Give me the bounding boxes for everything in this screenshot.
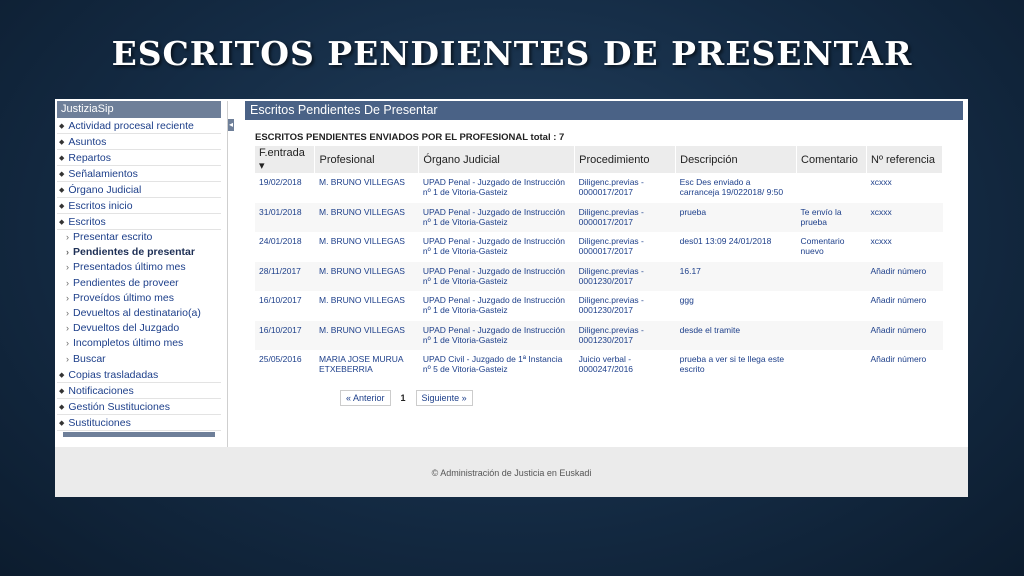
sidebar-menu-more xyxy=(57,367,221,431)
table-cell-procedimiento: Diligenc.previas - 0000017/2017 xyxy=(578,236,644,256)
sidebar-subitem-label: Buscar xyxy=(73,352,106,365)
current-page: 1 xyxy=(400,393,406,403)
table-cell-n-referencia[interactable]: Añadir número xyxy=(870,354,927,364)
table-cell-n-referencia[interactable]: Añadir número xyxy=(867,321,943,351)
table-cell-f-entrada: 16/10/2017 xyxy=(259,295,302,305)
table-body xyxy=(255,173,943,380)
sidebar-item-label: Señalamientos xyxy=(68,168,138,180)
table-cell-comentario xyxy=(797,321,867,351)
main-content xyxy=(245,101,963,380)
table-cell-descripcion: ggg xyxy=(679,295,694,305)
table-cell-organo-judicial: UPAD Penal - Juzgado de Instrucción nº 1 de Vitoria-Gasteiz xyxy=(419,262,575,292)
bullet-icon: ◆ xyxy=(59,187,65,194)
chevron-right-icon: › xyxy=(66,353,69,364)
column-header-procedimiento: Procedimiento xyxy=(575,146,676,173)
table-cell-profesional: M. BRUNO VILLEGAS xyxy=(315,262,419,292)
sidebar-subitem-label: Presentados último mes xyxy=(73,261,186,274)
sidebar-subitem-pendientes-de-presentar[interactable] xyxy=(57,245,221,260)
table-row[interactable] xyxy=(255,321,943,351)
table-cell-organo-judicial: UPAD Penal - Juzgado de Instrucción nº 1 de Vitoria-Gasteiz xyxy=(422,177,565,197)
table-cell-f-entrada: 16/10/2017 xyxy=(255,321,315,351)
table-cell-n-referencia[interactable]: Añadir número xyxy=(870,295,927,305)
sidebar-item-escritos[interactable] xyxy=(57,214,221,230)
table-cell-profesional: M. BRUNO VILLEGAS xyxy=(315,203,419,233)
table-cell-descripcion: 16.17 xyxy=(676,262,797,292)
table-cell-procedimiento: Juicio verbal - 0000247/2016 xyxy=(578,354,634,374)
column-header-descripcion: Descripción xyxy=(676,146,797,173)
sidebar-divider xyxy=(227,101,228,447)
bullet-icon: ◆ xyxy=(59,387,65,395)
table-cell-procedimiento: Diligenc.previas - 0000017/2017 xyxy=(578,177,644,197)
bullet-icon: ◆ xyxy=(59,171,65,178)
table-cell-profesional: M. BRUNO VILLEGAS xyxy=(318,177,405,187)
table-cell-procedimiento: Diligenc.previas - 0001230/2017 xyxy=(575,262,676,292)
table-row[interactable] xyxy=(255,291,943,321)
sidebar-item-label: Gestión Sustituciones xyxy=(68,400,170,413)
table-cell-descripcion: desde el tramite xyxy=(676,321,797,351)
sidebar-subitem-pendientes-de-proveer[interactable] xyxy=(57,276,221,291)
sidebar-subitem-proveidos-ultimo-mes[interactable] xyxy=(57,291,221,306)
pagination xyxy=(340,390,473,406)
sidebar-subitem-incompletos-ultimo-mes[interactable] xyxy=(57,336,221,351)
page-title: Escritos Pendientes De Presentar xyxy=(245,101,963,120)
table-cell-procedimiento: Diligenc.previas - 0001230/2017 xyxy=(575,321,676,351)
sidebar xyxy=(57,101,221,437)
sidebar-item-notificaciones[interactable] xyxy=(57,383,221,399)
table-cell-descripcion: des01 13:09 24/01/2018 xyxy=(679,236,772,246)
column-header-n-referencia: Nº referencia xyxy=(867,146,943,173)
sidebar-title: JustiziaSip xyxy=(57,101,221,118)
sidebar-item-label: Escritos xyxy=(68,216,106,228)
table-cell-profesional: M. BRUNO VILLEGAS xyxy=(318,295,405,305)
next-page-button[interactable]: Siguiente » xyxy=(416,390,473,406)
sidebar-subitem-label: Devueltos al destinatario(a) xyxy=(73,306,201,319)
bullet-icon: ◆ xyxy=(59,403,65,411)
sidebar-item-label: Notificaciones xyxy=(68,384,134,397)
table-cell-n-referencia[interactable]: Añadir número xyxy=(867,262,943,292)
sidebar-menu xyxy=(57,118,221,230)
sidebar-item-repartos[interactable] xyxy=(57,150,221,166)
table-cell-organo-judicial: UPAD Penal - Juzgado de Instrucción nº 1 de Vitoria-Gasteiz xyxy=(419,203,575,233)
table-cell-profesional: M. BRUNO VILLEGAS xyxy=(318,236,405,246)
sidebar-subitem-label: Presentar escrito xyxy=(73,231,153,243)
sidebar-subitem-devueltos-al-destinatario-a[interactable] xyxy=(57,306,221,321)
sidebar-item-label: Repartos xyxy=(68,152,111,164)
table-cell-descripcion: prueba a ver si te llega este escrito xyxy=(679,354,785,374)
collapse-sidebar-icon[interactable]: ◂ xyxy=(228,120,233,129)
bullet-icon: ◆ xyxy=(59,371,65,379)
sidebar-item-copias-trasladadas[interactable] xyxy=(57,367,221,383)
table-cell-comentario xyxy=(797,291,867,321)
escritos-table xyxy=(255,146,943,380)
sidebar-item-actividad-procesal-reciente[interactable] xyxy=(57,118,221,134)
table-row[interactable] xyxy=(255,232,943,262)
sidebar-subitem-presentados-ultimo-mes[interactable] xyxy=(57,260,221,275)
sidebar-submenu-escritos xyxy=(57,230,221,367)
table-cell-f-entrada: 19/02/2018 xyxy=(259,177,302,187)
sidebar-item-escritos-inicio[interactable] xyxy=(57,198,221,214)
sidebar-item-senalamientos[interactable] xyxy=(57,166,221,182)
bullet-icon: ◆ xyxy=(59,155,65,162)
table-cell-procedimiento: Diligenc.previas - 0000017/2017 xyxy=(575,203,676,233)
table-cell-comentario xyxy=(797,262,867,292)
column-header-comentario: Comentario xyxy=(797,146,867,173)
sidebar-item-label: Escritos inicio xyxy=(68,200,133,212)
sidebar-item-asuntos[interactable] xyxy=(57,134,221,150)
column-header-organo-judicial: Órgano Judicial xyxy=(419,146,575,173)
bullet-icon: ◆ xyxy=(59,419,65,427)
bullet-icon: ◆ xyxy=(59,139,65,146)
sidebar-subitem-devueltos-del-juzgado[interactable] xyxy=(57,321,221,336)
chevron-right-icon: › xyxy=(66,232,69,242)
sidebar-item-label: Actividad procesal reciente xyxy=(68,120,194,132)
table-cell-n-referencia[interactable]: xcxxx xyxy=(870,236,892,246)
table-row[interactable] xyxy=(255,350,943,380)
chevron-right-icon: › xyxy=(66,307,69,318)
sidebar-subitem-label: Incompletos último mes xyxy=(73,337,184,350)
column-header-f-entrada[interactable]: F.entrada ▾ xyxy=(255,146,315,173)
table-cell-descripcion: prueba xyxy=(676,203,797,233)
sidebar-item-label: Sustituciones xyxy=(68,416,131,429)
previous-page-button[interactable]: « Anterior xyxy=(340,390,391,406)
sidebar-subitem-label: Proveídos último mes xyxy=(73,291,174,304)
table-row[interactable] xyxy=(255,262,943,292)
table-header-row xyxy=(255,146,943,173)
table-cell-comentario xyxy=(797,173,867,203)
chevron-right-icon: › xyxy=(66,292,69,303)
sidebar-subitem-presentar-escrito[interactable] xyxy=(57,230,221,245)
table-cell-profesional: M. BRUNO VILLEGAS xyxy=(315,321,419,351)
sidebar-subitem-label: Pendientes de proveer xyxy=(73,276,179,289)
table-cell-f-entrada: 28/11/2017 xyxy=(255,262,315,292)
bullet-icon: ◆ xyxy=(59,123,65,130)
table-cell-f-entrada: 31/01/2018 xyxy=(255,203,315,233)
table-cell-organo-judicial: UPAD Civil - Juzgado de 1ª Instancia nº 5 de Vitoria-Gasteiz xyxy=(422,354,563,374)
sidebar-item-label: Copias trasladadas xyxy=(68,368,159,381)
chevron-right-icon: › xyxy=(66,323,69,334)
chevron-right-icon: › xyxy=(66,247,69,258)
chevron-right-icon: › xyxy=(66,338,69,349)
table-cell-organo-judicial: UPAD Penal - Juzgado de Instrucción nº 1 de Vitoria-Gasteiz xyxy=(419,321,575,351)
sidebar-scrollbar[interactable] xyxy=(63,432,215,437)
table-cell-n-referencia[interactable]: xcxxx xyxy=(870,177,892,187)
table-cell-profesional: MARIA JOSE MURUA ETXEBERRIA xyxy=(318,354,404,374)
table-cell-f-entrada: 24/01/2018 xyxy=(259,236,302,246)
app-screenshot xyxy=(55,99,968,497)
sidebar-subitem-label: Pendientes de presentar xyxy=(73,246,195,259)
sidebar-subitem-buscar[interactable] xyxy=(57,352,221,367)
sidebar-item-sustituciones[interactable] xyxy=(57,415,221,431)
table-cell-comentario: Te envío la prueba xyxy=(797,203,867,233)
table-row[interactable] xyxy=(255,173,943,203)
table-cell-organo-judicial: UPAD Penal - Juzgado de Instrucción nº 1 de Vitoria-Gasteiz xyxy=(422,236,565,256)
footer: © Administración de Justicia en Euskadi xyxy=(55,447,968,497)
sidebar-item-gestion-sustituciones[interactable] xyxy=(57,399,221,415)
table-cell-f-entrada: 25/05/2016 xyxy=(259,354,302,364)
column-header-profesional: Profesional xyxy=(315,146,419,173)
sidebar-item-label: Asuntos xyxy=(68,136,107,148)
bullet-icon: ◆ xyxy=(59,203,65,210)
table-cell-descripcion: Esc Des enviado a carranceja 19/022018/ 9:50 xyxy=(679,177,784,197)
table-row[interactable] xyxy=(255,203,943,233)
table-cell-organo-judicial: UPAD Penal - Juzgado de Instrucción nº 1 de Vitoria-Gasteiz xyxy=(422,295,565,315)
chevron-right-icon: › xyxy=(66,262,69,273)
sidebar-subitem-label: Devueltos del Juzgado xyxy=(73,322,180,335)
table-cell-procedimiento: Diligenc.previas - 0001230/2017 xyxy=(578,295,644,315)
bullet-icon: ◆ xyxy=(59,219,65,226)
table-cell-comentario: Comentario nuevo xyxy=(800,236,845,256)
list-title: ESCRITOS PENDIENTES ENVIADOS POR EL PROFESIONAL total : 7 xyxy=(255,132,565,143)
sidebar-item-organo-judicial[interactable] xyxy=(57,182,221,198)
slide-title: ESCRITOS PENDIENTES DE PRESENTAR xyxy=(111,34,913,73)
chevron-right-icon: › xyxy=(66,277,69,288)
table-cell-n-referencia[interactable]: xcxxx xyxy=(867,203,943,233)
sidebar-item-label: Órgano Judicial xyxy=(68,184,142,196)
table-cell-comentario xyxy=(797,350,867,380)
